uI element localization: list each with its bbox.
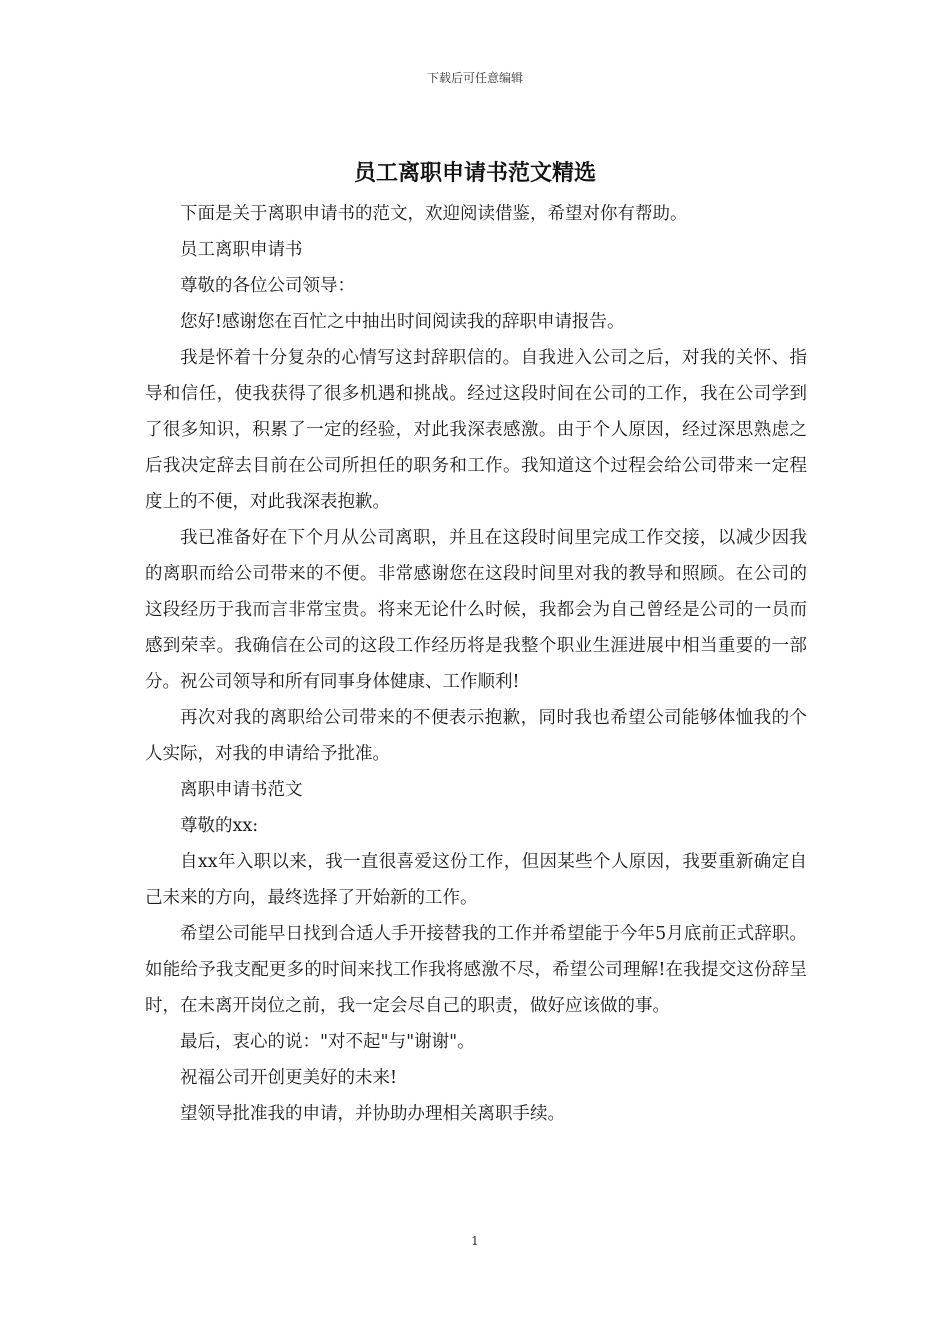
greeting-paragraph: 您好!感谢您在百忙之中抽出时间阅读我的辞职申请报告。 — [180, 312, 625, 332]
salutation: 尊敬的各位公司领导： — [180, 276, 355, 296]
body-paragraph: 自xx年入职以来，我一直很喜爱这份工作，但因某些个人原因，我要重新确定自己未来的方向，最终选择了开始新的工作。 — [145, 852, 807, 908]
body-paragraph: 我是怀着十分复杂的心情写这封辞职信的。自我进入公司之后，对我的关怀、指导和信任，使我获得了很多机遇和挑战。经过这段时间在公司的工作，我在公司学到了很多知识，积累了一定的经验，对此我深表感激。由于个人原因，经过深思熟虑之后我决定辞去目前在公司所担任的职务和工作。我知道这个过程会给公司带来一定程度上的不便，对此我深表抱歉。 — [145, 348, 807, 512]
document-title: 员工离职申请书范文精选 — [353, 160, 596, 186]
body-paragraph: 再次对我的离职给公司带来的不便表示抱歉，同时我也希望公司能够体恤我的个人实际，对我的申请给予批准。 — [145, 708, 807, 764]
body-paragraph: 希望公司能早日找到合适人手开接替我的工作并希望能于今年5月底前正式辞职。如能给予我支配更多的时间来找工作我将感激不尽，希望公司理解!在我提交这份辞呈时，在未离开岗位之前，我一定会尽自己的职责，做好应该做的事。 — [145, 924, 807, 1016]
intro-paragraph: 下面是关于离职申请书的范文，欢迎阅读借鉴，希望对你有帮助。 — [180, 204, 688, 224]
section-heading-sample: 离职申请书范文 — [180, 780, 303, 800]
document-body — [145, 196, 807, 1132]
closing-paragraph: 祝福公司开创更美好的未来! — [180, 1068, 398, 1088]
body-paragraph: 我已准备好在下个月从公司离职，并且在这段时间里完成工作交接，以减少因我的离职而给公司带来的不便。非常感谢您在这段时间里对我的教导和照顾。在公司的这段经历于我而言非常宝贵。将来无论什么时候，我都会为自己曾经是公司的一员而感到荣幸。我确信在公司的这段工作经历将是我整个职业生涯进展中相当重要的一部分。祝公司领导和所有同事身体健康、工作顺利! — [145, 528, 807, 692]
section-heading-employee-resignation: 员工离职申请书 — [180, 240, 303, 260]
page-number: 1 — [471, 1234, 479, 1248]
closing-paragraph: 最后，衷心的说："对不起"与"谢谢"。 — [180, 1032, 475, 1052]
closing-paragraph: 望领导批准我的申请，并协助办理相关离职手续。 — [180, 1104, 565, 1124]
header-note: 下载后可任意编辑 — [426, 71, 523, 85]
salutation: 尊敬的xx: — [180, 816, 259, 836]
